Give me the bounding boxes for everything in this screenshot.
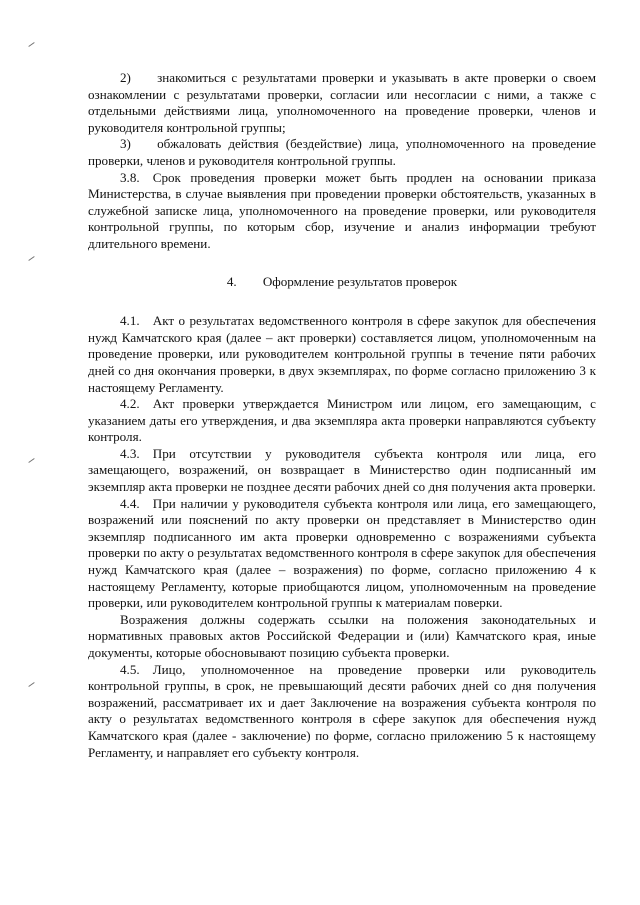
paragraph-item-3: 3) обжаловать действия (бездействие) лица, уполномоченного на проведение проверки, членов и руководителя контрольной группы. — [88, 136, 596, 168]
section-heading: 4. Оформление результатов проверок — [226, 273, 458, 289]
paragraph-4-2: 4.2. Акт проверки утверждается Министром или лицом, его замещающим, с указанием даты его утверждения, и два экземпляра акта проверки направляются субъекту контроля. — [88, 396, 596, 445]
paragraph-4-4: 4.4. При наличии у руководителя субъекта контроля или лица, его замещающего, возражений или пояснений по акту проверки он представляет в Министерство один экземпляр подписанного им акта проверки одновременно с возражениями субъекта проверки по акту о результатах ведомственного контроля в сфере закупок для обеспечения нужд Камчатского края (далее – возражения) по форме, согласно приложению 4 к настоящему Регламенту, которые приобщаются лицом, уполномоченным на проведение проверки, или руководителем контрольной группы к материалам поверки. — [88, 495, 596, 611]
paragraph-4-5: 4.5. Лицо, уполномоченное на проведение проверки или руководитель контрольной группы, в срок, не превышающий десяти рабочих дней со дня получения возражений, рассматривает их и дает Заключение на возражения субъекта контроля по акту о результатах ведомственного контроля в сфере закупок для обеспечения нужд Камчатского края (далее - заключение) по форме, согласно приложению 5 к настоящему Регламенту, и направляет его субъекту контроля. — [88, 661, 596, 760]
scan-mark — [28, 256, 34, 261]
paragraph-4-1: 4.1. Акт о результатах ведомственного контроля в сфере закупок для обеспечения нужд Камчатского края (далее – акт проверки) составляется лицом, уполномоченным на проведение проверки, или руководителем контрольной группы в течение пяти рабочих дней со дня окончания проверки, в двух экземплярах, по форме согласно приложению 3 к настоящему Регламенту. — [88, 313, 596, 395]
scan-mark — [28, 42, 34, 47]
document-body — [88, 70, 596, 761]
paragraph-3-8: 3.8. Срок проведения проверки может быть продлен на основании приказа Министерства, в случае выявления при проведении проверки обстоятельств, указанных в служебной записке лица, уполномоченного на проведение проверки, или руководителя контрольной группы, по которым сбор, изучение и анализ информации требуют длительного времени. — [88, 169, 596, 251]
scan-mark — [28, 458, 34, 463]
paragraph-item-2: 2) знакомиться с результатами проверки и указывать в акте проверки о своем ознакомлении с результатами проверки, согласии или несогласии с ними, а также с отдельными действиями лица, уполномоченного на проведение проверки, членов и руководителя контрольной группы; — [88, 70, 596, 135]
paragraph-objections: Возражения должны содержать ссылки на положения законодательных и нормативных правовых актов Российской Федерации и (или) Камчатского края, иные документы, которые обосновывают позицию субъекта проверки. — [88, 611, 596, 660]
scan-mark — [28, 682, 34, 687]
paragraph-4-3: 4.3. При отсутствии у руководителя субъекта контроля или лица, его замещающего, возражений, он возвращает в Министерство один подписанный им экземпляр акта проверки не позднее десяти рабочих дней со дня получения акта проверки. — [88, 445, 596, 495]
